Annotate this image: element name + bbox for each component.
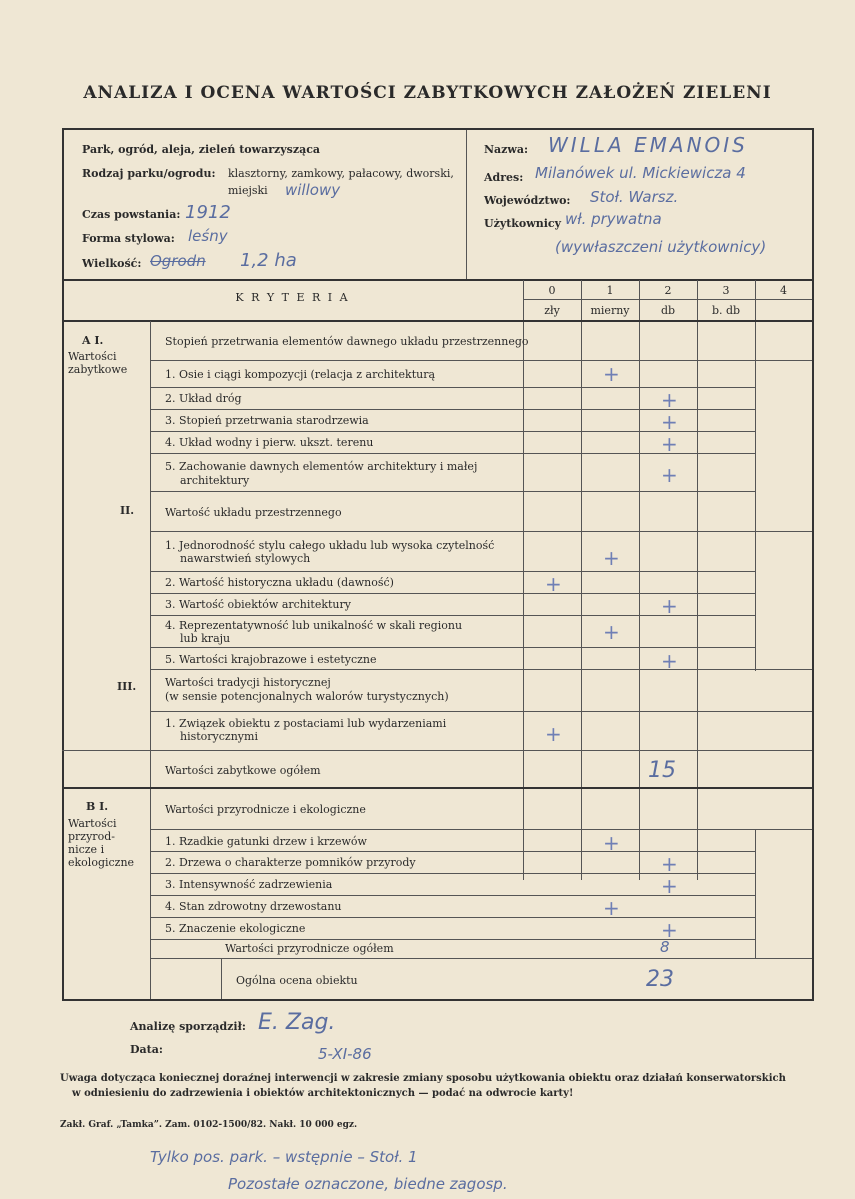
note-line-1: Uwaga dotycząca koniecznej doraźnej interwencji w zakresie zmiany sposobu użytkowania obiektu oraz działań konserwatorskich	[60, 1073, 786, 1084]
section-b-total-label: Wartości przyrodnicze ogółem	[225, 942, 394, 955]
col-0-label: zły	[544, 304, 560, 317]
score-mark: +	[603, 546, 620, 570]
section-b-name-2: przyrod-	[68, 830, 115, 843]
garden-type-options-2: miejski	[228, 184, 268, 197]
section-b-name-3: nicze i	[68, 843, 105, 856]
col-1-num: 1	[606, 284, 614, 297]
group-3-title-2: (w sensie potencjonalnych walorów turystycznych)	[165, 690, 449, 703]
date-value: 5-XI-86	[318, 1045, 372, 1063]
garden-type-options-1: klasztorny, zamkowy, pałacowy, dworski,	[228, 167, 454, 180]
score-mark: +	[661, 918, 678, 942]
note-line-2: w odniesieniu do zadrzewienia i obiektów architektonicznych — podać na odwrocie karty!	[72, 1088, 574, 1099]
row-label: 2. Układ dróg	[165, 392, 242, 405]
score-mark: +	[661, 874, 678, 898]
col-2-label: db	[660, 304, 676, 317]
group-2-num: II.	[120, 504, 135, 517]
users-value-1: wł. prywatna	[565, 210, 662, 228]
row-label: 1. Rzadkie gatunki drzew i krzewów	[165, 835, 367, 848]
park-type-label: Park, ogród, aleja, zieleń towarzysząca	[82, 143, 321, 156]
page-title: ANALIZA I OCENA WARTOŚCI ZABYTKOWYCH ZAŁOŻEŃ ZIELENI	[83, 83, 772, 103]
row-label: 3. Intensywność zadrzewienia	[165, 878, 333, 891]
score-mark: +	[603, 362, 620, 386]
row-label-cont: lub kraju	[180, 632, 231, 645]
prepared-value: E. Zag.	[258, 1010, 336, 1035]
score-mark: +	[661, 463, 678, 487]
overall-value: 23	[646, 967, 674, 992]
garden-type-label: Rodzaj parku/ogrodu:	[82, 167, 216, 180]
row-label: 2. Drzewa o charakterze pomników przyrody	[165, 856, 416, 869]
row-label: 2. Wartość historyczna układu (dawność)	[165, 576, 394, 589]
col-1-label: mierny	[590, 304, 630, 317]
size-struck: Ogrodn	[150, 252, 206, 270]
col-2-num: 2	[664, 284, 672, 297]
address-label: Adres:	[484, 171, 524, 184]
voivodeship-label: Województwo:	[484, 194, 571, 207]
section-a-name-1: Wartości	[68, 350, 117, 363]
row-label-cont: architektury	[180, 474, 250, 487]
style-value: leśny	[188, 227, 228, 245]
section-b-title: Wartości przyrodnicze i ekologiczne	[165, 803, 366, 816]
group-3-title-1: Wartości tradycji historycznej	[165, 676, 331, 689]
section-a-letter: A I.	[82, 334, 104, 347]
score-mark: +	[603, 831, 620, 855]
row-label: 1. Związek obiektu z postaciami lub wydarzeniami	[165, 717, 447, 730]
printer-info: Zakł. Graf. „Tamka”. Zam. 0102-1500/82. Nakł. 10 000 egz.	[60, 1120, 358, 1130]
style-label: Forma stylowa:	[82, 232, 175, 245]
group-1-title: Stopień przetrwania elementów dawnego układu przestrzennego	[165, 335, 529, 348]
row-label: 1. Osie i ciągi kompozycji (relacja z architekturą	[165, 368, 436, 381]
section-a-total-value: 15	[648, 758, 676, 783]
score-mark: +	[661, 432, 678, 456]
voivodeship-value: Stoł. Warsz.	[590, 188, 679, 206]
overall-label: Ogólna ocena obiektu	[236, 974, 358, 987]
row-label: 1. Jednorodność stylu całego układu lub wysoka czytelność	[165, 539, 495, 552]
score-mark: +	[661, 410, 678, 434]
handwritten-note-1: Tylko pos. park. – wstępnie – Stoł. 1	[150, 1148, 418, 1166]
section-b-total-value: 8	[660, 938, 670, 956]
row-label-cont: nawarstwień stylowych	[180, 552, 311, 565]
users-label: Użytkownicy	[484, 217, 562, 230]
address-value: Milanówek ul. Mickiewicza 4	[535, 164, 746, 182]
col-3-num: 3	[722, 284, 730, 297]
row-label: 4. Reprezentatywność lub unikalność w skali regionu	[165, 619, 463, 632]
col-0-num: 0	[548, 284, 556, 297]
score-mark: +	[661, 388, 678, 412]
score-mark: +	[603, 896, 620, 920]
handwritten-note-2: Pozostałe oznaczone, biedne zagosp.	[228, 1175, 508, 1193]
garden-type-value: willowy	[285, 181, 341, 199]
section-a-name-2: zabytkowe	[68, 363, 128, 376]
row-label: 5. Zachowanie dawnych elementów architektury i małej	[165, 460, 478, 473]
size-value: 1,2 ha	[240, 250, 297, 271]
row-label: 5. Wartości krajobrazowe i estetyczne	[165, 653, 377, 666]
row-label: 4. Stan zdrowotny drzewostanu	[165, 900, 342, 913]
score-mark: +	[661, 852, 678, 876]
score-mark: +	[661, 594, 678, 618]
score-mark: +	[603, 620, 620, 644]
score-mark: +	[545, 572, 562, 596]
name-label: Nazwa:	[484, 143, 529, 156]
group-3-num: III.	[117, 680, 137, 693]
score-mark: +	[545, 722, 562, 746]
row-label: 3. Stopień przetrwania starodrzewia	[165, 414, 369, 427]
row-label-cont: historycznymi	[180, 730, 258, 743]
criteria-header: K R Y T E R I A	[235, 291, 350, 304]
date-label: Data:	[130, 1043, 163, 1056]
col-3-label: b. db	[711, 304, 741, 317]
col-4-num: 4	[780, 284, 787, 297]
row-label: 5. Znaczenie ekologiczne	[165, 922, 306, 935]
name-value: WILLA EMANOIS	[548, 133, 748, 157]
row-label: 4. Układ wodny i pierw. ukszt. terenu	[165, 436, 374, 449]
size-label: Wielkość:	[82, 257, 142, 270]
section-a-total-label: Wartości zabytkowe ogółem	[165, 764, 321, 777]
row-label: 3. Wartość obiektów architektury	[165, 598, 351, 611]
created-label: Czas powstania:	[82, 208, 181, 221]
prepared-label: Analizę sporządził:	[130, 1020, 246, 1033]
group-2-title: Wartość układu przestrzennego	[165, 506, 342, 519]
created-value: 1912	[185, 202, 231, 223]
section-b-letter: B I.	[86, 800, 109, 813]
section-b-name-4: ekologiczne	[68, 856, 135, 869]
section-b-name-1: Wartości	[68, 817, 117, 830]
score-mark: +	[661, 649, 678, 673]
users-value-2: (wywłaszczeni użytkownicy)	[555, 238, 767, 256]
